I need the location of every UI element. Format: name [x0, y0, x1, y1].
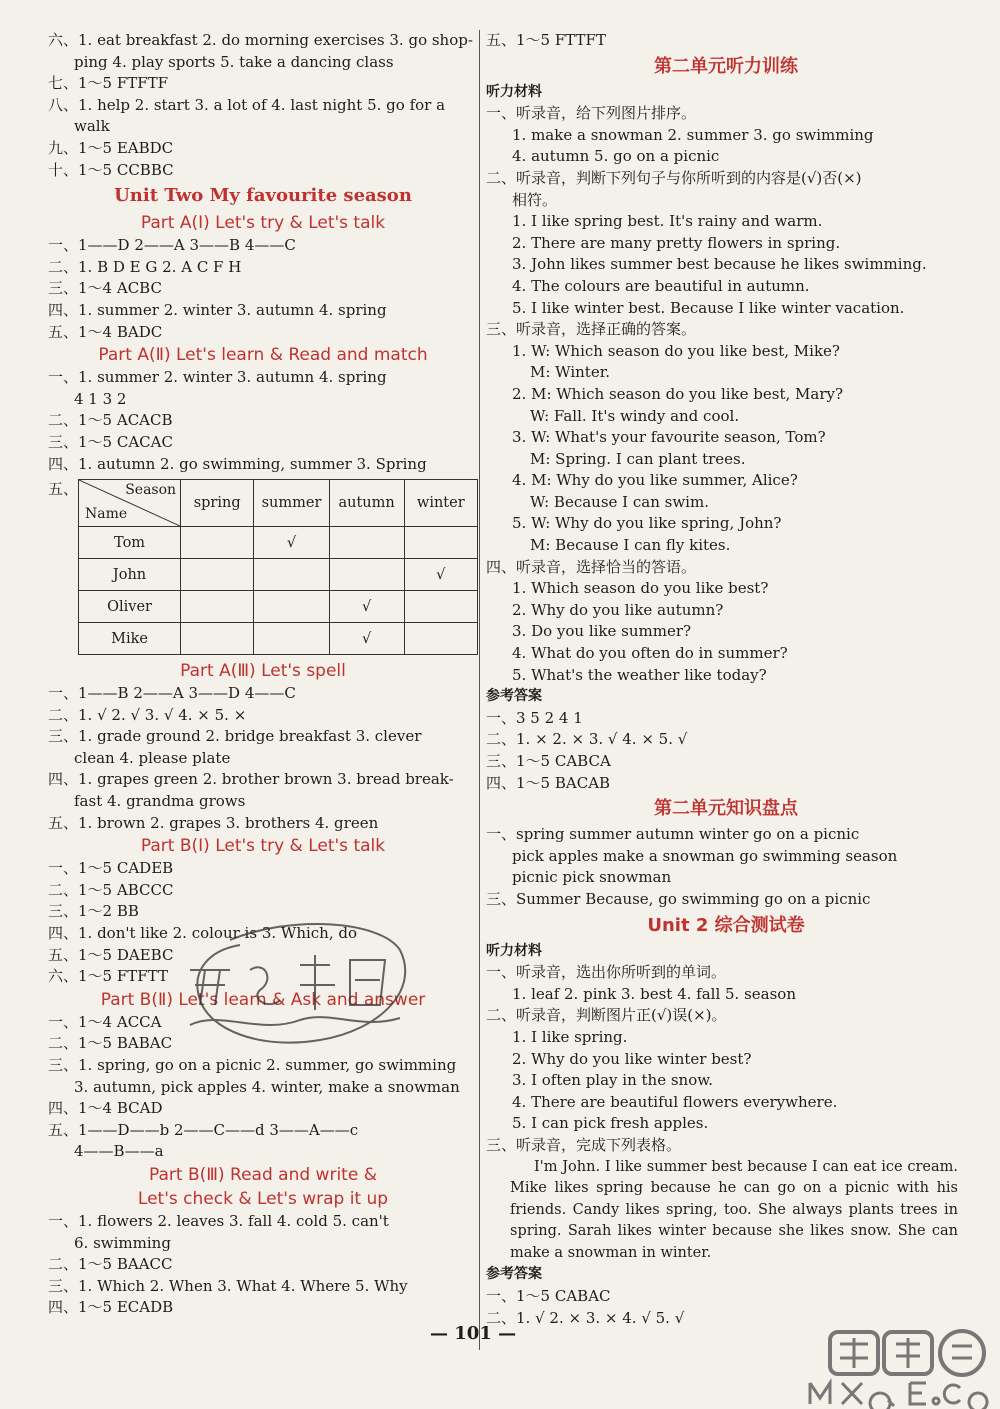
right-line-45: 1. I like spring. [512, 1027, 628, 1046]
check-cell [181, 559, 254, 591]
right-line-10: 3. John likes summer best because he likes swimming. [512, 255, 927, 274]
left-line-1: ping 4. play sports 5. take a dancing class [74, 52, 394, 71]
table-row [79, 623, 478, 655]
section-heading: Part B(Ⅲ) Read and write & [149, 1164, 377, 1185]
right-line-21: W: Because I can swim. [530, 492, 709, 511]
left-line-48: 二、1～5 BAACC [48, 1255, 173, 1274]
right-line-23: M: Because I can fly kites. [530, 536, 731, 555]
right-line-22: 5. W: Why do you like spring, John? [512, 514, 782, 533]
right-line-36: 一、spring summer autumn winter go on a picnic [486, 825, 860, 844]
left-line-10: 二、1. B D E G 2. A C F H [48, 257, 242, 276]
left-line-25: clean 4. please plate [74, 748, 231, 767]
right-line-37: pick apples make a snowman go swimming season [512, 846, 898, 865]
left-line-38: 二、1～5 BABAC [48, 1034, 173, 1053]
left-line-15: 一、1. summer 2. winter 3. autumn 4. spring [48, 368, 387, 387]
check-cell [254, 559, 329, 591]
left-line-33: 四、1. don't like 2. colour is 3. Which, do [48, 924, 358, 943]
column-header-autumn: autumn [329, 480, 404, 527]
right-line-49: 5. I can pick fresh apples. [512, 1114, 709, 1133]
left-line-9: 一、1——D 2——A 3——B 4——C [48, 236, 296, 255]
row-name-cell: Oliver [79, 591, 181, 623]
left-line-28: 五、1. brown 2. grapes 3. brothers 4. green [48, 813, 379, 832]
column-header-summer: summer [254, 480, 329, 527]
column-divider [479, 30, 480, 1350]
left-line-17: 二、1～5 ACACB [48, 411, 173, 430]
season-table [78, 479, 478, 655]
check-cell [404, 527, 477, 559]
right-line-14: 1. W: Which season do you like best, Mike? [512, 341, 840, 360]
right-line-38: picnic pick snowman [512, 868, 672, 887]
left-line-30: 一、1～5 CADEB [48, 859, 174, 878]
left-line-46: 一、1. flowers 2. leaves 3. fall 4. cold 5. can't [48, 1211, 389, 1230]
header-name-label: Name [85, 506, 128, 523]
section-title: Unit 2 综合测试卷 [647, 914, 805, 936]
check-cell: √ [329, 623, 404, 655]
left-column [48, 30, 478, 1319]
section-heading: Part A(Ⅱ) Let's learn & Read and match [98, 345, 428, 366]
left-line-19: 四、1. autumn 2. go swimming, summer 3. Spring [48, 454, 427, 473]
subsection-label: 参考答案 [486, 1266, 542, 1283]
right-line-15: M: Winter. [530, 363, 610, 382]
right-line-39: 三、Summer Because, go swimming go on a picnic [486, 889, 871, 908]
row-name-cell: John [79, 559, 181, 591]
check-cell: √ [254, 527, 329, 559]
right-line-33: 三、1～5 CABCA [486, 752, 611, 770]
row-name-cell: Tom [79, 527, 181, 559]
column-header-spring: spring [181, 480, 254, 527]
season-table-block [48, 479, 478, 655]
right-line-54: 二、1. √ 2. × 3. × 4. √ 5. √ [486, 1308, 685, 1327]
right-line-24: 四、听录音，选择恰当的答语。 [486, 557, 697, 576]
right-line-13: 三、听录音，选择正确的答案。 [486, 320, 697, 339]
left-line-2: 七、1～5 FTFTF [48, 74, 169, 93]
unit-title: Unit Two My favourite season [114, 185, 412, 207]
right-line-3: 一、听录音，给下列图片排序。 [486, 104, 697, 123]
right-line-12: 5. I like winter best. Because I like winter vacation. [512, 298, 905, 317]
right-line-32: 二、1. × 2. × 3. √ 4. × 5. √ [486, 730, 688, 749]
left-line-50: 四、1～5 ECADB [48, 1298, 174, 1317]
right-line-48: 4. There are beautiful flowers everywhere. [512, 1092, 838, 1111]
left-line-37: 一、1～4 ACCA [48, 1012, 162, 1031]
right-line-28: 4. What do you often do in summer? [512, 644, 788, 663]
check-cell [404, 591, 477, 623]
left-line-31: 二、1～5 ABCCC [48, 880, 174, 899]
season-table-label: 五、 [48, 480, 79, 499]
header-season-label: Season [125, 482, 177, 499]
section-heading: Part B(Ⅰ) Let's try & Let's talk [140, 836, 386, 857]
check-cell: √ [404, 559, 477, 591]
right-line-7: 相符。 [512, 190, 558, 209]
left-line-4: walk [74, 117, 110, 136]
right-line-50: 三、听录音，完成下列表格。 [486, 1135, 682, 1154]
right-line-27: 3. Do you like summer? [512, 622, 692, 641]
right-line-43: 1. leaf 2. pink 3. best 4. fall 5. season [512, 984, 796, 1003]
right-line-29: 5. What's the weather like today? [512, 665, 767, 684]
right-line-0: 五、1～5 FTTFT [486, 31, 606, 49]
check-cell [254, 591, 329, 623]
left-line-0: 六、1. eat breakfast 2. do morning exercises 3. go shop- [48, 31, 473, 49]
check-cell: √ [329, 591, 404, 623]
right-line-44: 二、听录音，判断图片正(√)误(×)。 [486, 1006, 727, 1025]
right-line-31: 一、3 5 2 4 1 [486, 708, 583, 727]
left-line-22: 一、1——B 2——A 3——D 4——C [48, 684, 296, 703]
left-line-18: 三、1～5 CACAC [48, 432, 173, 451]
check-cell [254, 623, 329, 655]
table-row [79, 591, 478, 623]
right-line-8: 1. I like spring best. It's rainy and warm. [512, 212, 823, 231]
left-line-6: 十、1～5 CCBBC [48, 160, 174, 179]
page-number: — 101 — [430, 1323, 517, 1344]
left-line-27: fast 4. grandma grows [74, 792, 246, 811]
right-line-11: 4. The colours are beautiful in autumn. [512, 276, 810, 295]
right-line-4: 1. make a snowman 2. summer 3. go swimming [512, 125, 874, 144]
left-line-32: 三、1～2 BB [48, 902, 139, 921]
column-header-winter: winter [404, 480, 477, 527]
left-line-23: 二、1. √ 2. √ 3. √ 4. × 5. × [48, 705, 247, 724]
left-line-42: 五、1——D——b 2——C——d 3——A——c [48, 1120, 359, 1139]
check-cell [181, 591, 254, 623]
right-line-53: 一、1～5 CABAC [486, 1287, 611, 1306]
left-line-41: 四、1～4 BCAD [48, 1099, 163, 1118]
right-line-25: 1. Which season do you like best? [512, 579, 769, 598]
section-heading: Part B(Ⅱ) Let's learn & Ask and answer [100, 989, 426, 1010]
check-cell [404, 623, 477, 655]
subsection-label: 参考答案 [486, 688, 542, 705]
left-line-39: 三、1. spring, go on a picnic 2. summer, go swimming [48, 1056, 457, 1074]
listening-paragraph: I'm John. I like summer best because I can eat ice cream. Mike likes spring because he can go on a picnic with his friends. Candy likes spring, too. She always plants trees in spring. Sarah likes winter because she likes snow. She can make a snowman in winter. [510, 1158, 958, 1261]
row-name-cell: Mike [79, 623, 181, 655]
right-line-18: 3. W: What's your favourite season, Tom? [512, 428, 826, 447]
right-line-5: 4. autumn 5. go on a picnic [512, 147, 720, 166]
left-line-47: 6. swimming [74, 1233, 171, 1252]
section-heading: Part A(Ⅲ) Let's spell [180, 661, 346, 682]
check-cell [329, 527, 404, 559]
left-line-5: 九、1～5 EABDC [48, 138, 174, 157]
handwritten-watermark [170, 910, 430, 1060]
right-line-47: 3. I often play in the snow. [512, 1071, 714, 1090]
left-line-16: 4 1 3 2 [74, 389, 127, 408]
left-line-24: 三、1. grade ground 2. bridge breakfast 3. clever [48, 727, 422, 746]
right-line-17: W: Fall. It's windy and cool. [530, 406, 740, 425]
section-heading: Let's check & Let's wrap it up [137, 1188, 389, 1209]
check-cell [329, 559, 404, 591]
left-line-13: 五、1～4 BADC [48, 322, 163, 341]
section-title: 第二单元听力训练 [654, 55, 798, 77]
subsection-label: 听力材料 [486, 942, 542, 959]
right-column [486, 30, 966, 1329]
left-line-49: 三、1. Which 2. When 3. What 4. Where 5. Why [48, 1276, 408, 1295]
right-line-16: 2. M: Which season do you like best, Mary? [512, 384, 844, 403]
check-cell [181, 527, 254, 559]
table-row [79, 559, 478, 591]
left-line-40: 3. autumn, pick apples 4. winter, make a snowman [74, 1077, 460, 1096]
right-line-20: 4. M: Why do you like summer, Alice? [512, 471, 798, 490]
answer-circle-logo [800, 1328, 1000, 1409]
right-line-26: 2. Why do you like autumn? [512, 600, 724, 619]
right-line-9: 2. There are many pretty flowers in spring. [512, 233, 841, 252]
right-line-46: 2. Why do you like winter best? [512, 1049, 752, 1068]
left-line-34: 五、1～5 DAEBC [48, 945, 174, 964]
right-line-42: 一、听录音，选出你所听到的单词。 [486, 963, 727, 982]
diagonal-header-cell [79, 480, 181, 527]
left-line-35: 六、1～5 FTFTT [48, 967, 168, 986]
subsection-label: 听力材料 [486, 83, 542, 100]
table-row [79, 527, 478, 559]
left-line-3: 八、1. help 2. start 3. a lot of 4. last night 5. go for a [48, 95, 446, 114]
section-heading: Part A(Ⅰ) Let's try & Let's talk [140, 213, 386, 234]
table-header-row [79, 480, 478, 527]
right-line-19: M: Spring. I can plant trees. [530, 449, 746, 468]
left-line-43: 4——B——a [74, 1142, 164, 1161]
left-line-12: 四、1. summer 2. winter 3. autumn 4. spring [48, 300, 387, 319]
check-cell [181, 623, 254, 655]
section-title: 第二单元知识盘点 [654, 798, 798, 820]
right-line-6: 二、听录音，判断下列句子与你所听到的内容是(√)否(×) [486, 168, 862, 187]
right-line-34: 四、1～5 BACAB [486, 773, 611, 792]
left-line-11: 三、1～4 ACBC [48, 279, 162, 298]
left-line-26: 四、1. grapes green 2. brother brown 3. bread break- [48, 770, 454, 789]
